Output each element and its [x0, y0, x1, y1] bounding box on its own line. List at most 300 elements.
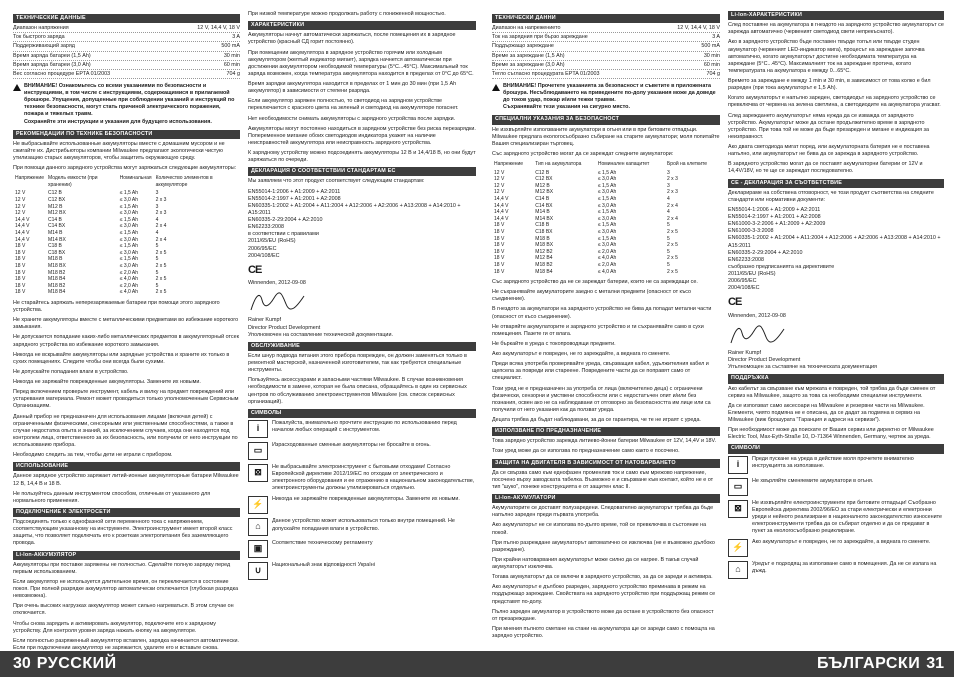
language-label-right: БЪЛГАРСКИ [816, 655, 921, 673]
table-cell: 2 x 5 [667, 255, 678, 262]
table-cell: C14 BX [535, 202, 553, 209]
table-cell: ≤ 1,5 Ah [597, 222, 617, 229]
battery-damaged-icon: ⚡ [728, 539, 748, 557]
spec-value: 704 g [226, 70, 240, 77]
bg-li-heading: Li-Ion-АКУМУЛАТОРИ [492, 494, 720, 503]
bg-spec-list [492, 25, 720, 79]
table-row [492, 229, 720, 236]
bg-symbols-list [728, 456, 944, 580]
table-cell: 2 x 3 [667, 189, 678, 196]
paragraph: Ако кабелът за свързване към мрежата е повреден, той трябва да бъде сменен от сервиз на Milwaukee, защото за това са необходими специални инструменти. [728, 385, 936, 399]
standard-line: EN61000-3-3:2008 [728, 228, 774, 235]
manual-icon: i [248, 420, 268, 438]
indoor-icon: ⌂ [248, 518, 268, 536]
table-cell: 5 [667, 248, 670, 255]
spec-row [492, 62, 720, 70]
spec-row [13, 53, 240, 61]
ru-authorized: Уполномочен на составление технической документации. [248, 331, 393, 338]
table-cell: 12 V [15, 203, 26, 210]
standard-line: EN62233:2008 [728, 256, 764, 263]
battery-icon: ▭ [728, 478, 748, 496]
ru-column-2 [248, 11, 476, 641]
table-row [492, 170, 720, 177]
table-cell: C14 B [535, 195, 550, 202]
paragraph: Если шнур подвода питания этого прибора поврежден, он должен заменяться только в ремонтной мастерской, назначенной изготовителем, так как требуются специальные инструменты. [248, 352, 467, 374]
table-header-row [13, 175, 240, 190]
table-cell: 18 V [15, 269, 26, 276]
paragraph: Аккумуляторы начнут автоматически заряжаться, после помещения их в зарядное устройство (красный СД горит постоянно). [248, 32, 456, 46]
table-cell: 18 V [15, 276, 26, 283]
table-cell: 5 [667, 261, 670, 268]
ru-use-heading: ИСПОЛЬЗОВАНИЕ [13, 462, 240, 471]
table-cell: 12 V [15, 210, 26, 217]
bg-warning-text: ВНИМАНИЕ! Прочетете указанията за безопасност и съветите в приложената брошура. Несъблюдаването на приведените по-долу указания може да доведе до токов удар, пожар и/или тежки травми. [503, 82, 716, 104]
table-cell: 3 [667, 182, 670, 189]
table-cell: 2 x 3 [155, 210, 167, 217]
table-cell: ≤ 4,0 Ah [119, 276, 139, 283]
symbol-row [248, 496, 476, 514]
spec-value: 500 mA [701, 43, 720, 50]
standard-line: 2011/65/EU (RoHS) [728, 271, 776, 277]
ru-low-temp-text: При низкой температуре можно продолжать работу с пониженной мощностью. [248, 11, 446, 17]
table-cell: C14 BX [48, 223, 66, 230]
table-cell: 4 [155, 216, 159, 223]
table-cell: 2 x 5 [667, 268, 678, 275]
standard-line: EN62233:2008 [248, 224, 284, 231]
table-cell: 5 [155, 269, 159, 276]
ru-decl-text: Мы заявляем что этот продукт соответствует следующим стандартам: [248, 178, 425, 185]
spec-row [13, 43, 240, 51]
table-cell: 3 [155, 190, 159, 197]
symbol-row [248, 562, 476, 580]
symbol-row [248, 442, 476, 460]
table-cell: M18 B [48, 256, 63, 263]
standard-line: EN60335-1:2002 + A1:2004 + A11:2004 + A12:2006 + A2:2006 + A13:2008 + A14:2010 + A15:2011 [248, 202, 461, 216]
table-cell: 5 [155, 243, 159, 250]
symbol-row [248, 464, 476, 493]
ru-role: Director Product Development [248, 324, 321, 331]
table-cell: ≤ 1,5 Ah [597, 182, 617, 189]
table-row [13, 210, 240, 217]
spec-value: 60 min [223, 61, 240, 68]
bg-warning-keep: Съхранявайте тези указания на сигурно място. [503, 104, 630, 111]
table-cell: M18 BX [48, 262, 66, 269]
paragraph: Не съхранявайте акумулаторите заедно с метални предмети (опасност от късо съединение). [492, 289, 692, 303]
spec-row [492, 43, 720, 51]
table-cell: M18 B2 [535, 261, 553, 268]
symbol-text: Никогда не заряжайте поврежденные аккумуляторы. Замените их новыми. [272, 496, 460, 503]
indoor-icon: ⌂ [728, 561, 748, 579]
table-cell: 12 V [15, 190, 26, 197]
table-cell: ≤ 4,0 Ah [119, 289, 139, 296]
bg-standards-list [728, 207, 944, 293]
table-cell: 12 V [494, 176, 505, 183]
symbol-text: Не изхвърляйте електроинструменти при битовите отпадъци! Съобразно Европейска директива 2002/96/ЕО за стари електрически и електронни уреди и нейното реализиране в националното законодателство износените електроинструменти трябва да се събират отделно и да се предават в пункт за екологосъобразно рециклиране. [752, 499, 942, 535]
bg-column-2 [728, 11, 944, 641]
paragraph: Не допускайте попадания влаги в устройство. [13, 368, 129, 375]
paragraph: Тогава акумулаторът да се включи в зарядното устройство, за да се зареди и активира. [492, 574, 713, 581]
table-cell: C18 B [48, 243, 62, 250]
table-cell: 18 V [15, 282, 26, 289]
bg-use-heading: ИЗПОЛЗВАНЕ ПО ПРЕДНАЗНАЧЕНИЕ [492, 427, 720, 436]
bin-icon: ⊠ [248, 464, 268, 482]
ru-tech-heading: ТЕХНИЧЕСКИЕ ДАННЫЕ [13, 14, 240, 23]
table-cell: 2 x 4 [155, 236, 167, 243]
standard-line: EN55014-1:2006 + A1:2009 + A2:2011 [728, 206, 821, 213]
table-cell: 18 V [494, 268, 505, 275]
signature-icon [728, 323, 944, 347]
spec-label: Тегло съгласно процедурата EPTA 01/2003 [492, 70, 600, 77]
paragraph: Не бъркайте в уреда с токопроводящи предмети. [492, 340, 616, 347]
table-cell: ≤ 3,0 Ah [597, 176, 617, 183]
table-row [492, 209, 720, 216]
paragraph: Времето за зареждане е между 1 min и 30 min, в зависимост от това колко е бил разреден (при тока акумулаторът е 1,5 Ah). [728, 78, 931, 92]
paragraph: Аккумуляторы при поставке заряжены не полностью. Сделайте полную зарядку перед первым использованием. [13, 561, 231, 575]
standard-line: 2006/95/EC [728, 278, 757, 285]
table-cell: 2 x 5 [155, 262, 167, 269]
table-cell: ≤ 1,5 Ah [119, 243, 139, 250]
table-cell: M18 B4 [48, 276, 66, 283]
paragraph: Перед включением проверьте инструмент, кабель и вилку на предмет повреждений или устаревания материала. Ремонт может проводиться только уполномоченным Сервисным Организациям. [13, 389, 239, 410]
spec-label: Ток на зарядния при бързо зареждане [492, 34, 588, 41]
spec-label: Диапазон напряжения [13, 25, 69, 32]
table-cell: ≤ 1,5 Ah [119, 190, 139, 197]
table-cell: 14,4 V [15, 236, 30, 243]
spec-row [492, 53, 720, 61]
bg-char-heading: Li-Ion-ХАРАКТЕРИСТИКИ [728, 11, 944, 20]
table-cell: 12 V [15, 197, 26, 204]
standard-line: EN60335-2-29:2004 + A2:2010 [248, 217, 323, 223]
table-cell: M14 BX [535, 215, 554, 222]
ru-column-1 [13, 11, 240, 651]
symbol-row [248, 420, 476, 438]
paragraph: Нет необходимости снимать аккумуляторы с зарядного устройства после зарядки. [248, 115, 456, 122]
symbol-text: Соответствие техническому регламенту [272, 540, 373, 547]
table-cell: 4 [155, 230, 159, 236]
paragraph: Если полностью разряженный аккумулятор вставлен, зарядка начинается автоматически. Если при подключении аккумулятор не заряжается, удалите его и вставьте снова. [13, 637, 240, 651]
table-cell: M18 B2 [48, 282, 66, 289]
standard-line: EN61000-3-2:2006 + A1:2009 + A2:2009 [728, 221, 826, 228]
bg-safety-notes [492, 279, 720, 424]
table-header-cell: Количество элементов в аккумуляторе [155, 175, 213, 188]
spec-value: 3 A [712, 34, 720, 41]
bg-connection-text: Да се свързва само към еднофазен променлив ток и само към мрежово напрежение, посочено върху заводската табелка. Възможно е и свързване към контакт, който не е от тип "шуко", понеже конструкцията е от защитен клас II. [492, 469, 714, 490]
table-row [492, 222, 720, 229]
paragraph: Децата трябва да бъдат наблюдавани, за да се гарантира, че те не играят с уреда. [492, 417, 701, 424]
symbol-row [728, 500, 944, 536]
table-row [13, 190, 240, 197]
ru-warning-keep: Сохраняйте эти инструкции и указания для будущего использования. [24, 118, 212, 125]
page-number-left: 30 [13, 655, 31, 673]
table-cell: M12 B [535, 182, 550, 189]
table-row [13, 204, 240, 211]
table-cell: C12 BX [535, 176, 553, 183]
paragraph: Този уред не е предназначен за употреба от лица (включително деца) с ограничени физически, сензорни и умствени способности или с недостатъчен опит и/или без познания, освен ако не са наблюдавани от отговорно за безопасността им лице или са получили от него указания как да ползват уреда. [492, 385, 711, 413]
symbol-row [728, 456, 944, 474]
paragraph: Если аккумулятор не используется длительное время, он переключается в состояние покоя. При полной разрядке аккумулятор автоматически отключается (глубокая разрядка невозможна). [13, 578, 239, 600]
table-row [13, 250, 240, 257]
table-cell: M14 B [48, 230, 63, 236]
spec-value: 704 g [706, 70, 720, 77]
bg-safety-text: Не изхвърляйте използваните акумулатори в огъня или в при битовите отпадъци. Milwaukee предлага екологосъобразно събиране на старите акумулатори; моля попитайте Вашия специализиран търговец. [492, 126, 720, 147]
spec-label: Време за зареждане (1,5 Ah) [492, 52, 565, 59]
table-cell: ≤ 3,0 Ah [597, 202, 617, 209]
spec-label: Время заряда батареи (3,0 Ah) [13, 61, 91, 68]
paragraph: Ако в зарядното устройство бъде поставен твърде топъл или твърде студен акумулатор (червеният LED-индикатор мига), процесът на зареждане започва автоматично, когато акумулаторът достигне необходимата температура на зареждане (5°C...45°C). Максималният ток на зареждане протича, когато температурата на акумулатора е между 0...65°C. [728, 39, 925, 74]
symbol-text: Не выбрасывайте электроинструмент с бытовыми отходами! Согласно Европейской директиве 2012/19/ЕС по отходам от электрического и электронного оборудования и ее отражению в национальном законодательстве, электроинструменты должны утилизироваться отдельно. [272, 463, 475, 492]
table-cell: 14,4 V [15, 230, 30, 236]
paragraph: Не храните аккумуляторы вместе с металлическими предметами во избежание короткого замыкания. [13, 317, 239, 331]
table-cell: 5 [155, 282, 159, 289]
table-cell: 14,4 V [15, 223, 30, 230]
table-cell: ≤ 3,0 Ah [119, 236, 139, 243]
table-cell: C12 B [48, 190, 62, 197]
table-row [13, 243, 240, 250]
table-cell: 14,4 V [494, 195, 509, 202]
bg-char-text [728, 22, 944, 175]
symbol-row [248, 540, 476, 558]
table-cell: 18 V [15, 249, 26, 256]
paragraph: Пълно зареден акумулатор в устройството може да остане в устройството без опасност от презареждане. [492, 608, 714, 622]
ru-spec-list [13, 25, 240, 79]
paragraph: В гнездото за акумулатори на зарядното устройство не бива да попадат метални части (опасност от късо съединение). [492, 306, 712, 320]
table-cell: 14,4 V [494, 202, 509, 209]
table-row [492, 183, 720, 190]
table-cell: M12 BX [48, 210, 66, 217]
spec-row [13, 62, 240, 70]
footer-left [0, 651, 477, 677]
bg-safety-heading: СПЕЦИАЛНИ УКАЗАНИЯ ЗА БЕЗОПАСНОСТ [492, 115, 720, 124]
table-cell: ≤ 2,0 Ah [597, 248, 617, 255]
table-row [492, 262, 720, 269]
paragraph: Преди всяка употреба проверявайте уреда, свързващия кабел, удължителния кабел и щепсела за повреди или стареене. Повредените части да се поправят само от специалист. [492, 361, 709, 382]
table-row [13, 270, 240, 277]
table-cell: ≤ 1,5 Ah [119, 230, 139, 236]
ru-safety-text-2: При помощи данного зарядного устройства могут заряжаться следующие аккумуляторы: [13, 165, 237, 172]
standard-line: 2004/108/EC [248, 252, 280, 259]
double-insulation-icon: ▣ [248, 540, 268, 558]
bg-authorized: Упълномощен за съставяне на техническата документация [728, 364, 877, 371]
language-label-left: РУССКИЙ [36, 655, 117, 673]
table-cell: 12 V [494, 189, 505, 196]
table-cell: M12 B4 [535, 255, 553, 262]
ru-char-text [248, 32, 476, 164]
bg-connection-heading: ЗАЩИТА НА ДВИГАТЕЛЯ В ЗАВИСИМОСТ ОТ НАТОВАРВАНЕТО [492, 459, 720, 468]
table-row [13, 289, 240, 296]
table-cell: 18 V [494, 228, 505, 235]
spec-label: Время заряда батареи (1,5 Ah) [13, 52, 91, 59]
table-cell: M18 B [535, 235, 550, 242]
table-row [13, 276, 240, 283]
standard-line: EN55014-2:1997 + A1:2001 + A2:2008 [728, 214, 821, 220]
standard-line: EN55014-2:1997 + A1:2001 + A2:2008 [248, 195, 341, 202]
bg-service-text [728, 386, 944, 442]
table-cell: 18 V [494, 235, 505, 242]
spec-row [13, 25, 240, 33]
table-header-cell: Напрежение [494, 161, 524, 167]
table-cell: 5 [155, 256, 159, 263]
table-cell: ≤ 1,5 Ah [119, 256, 139, 263]
bg-role: Director Product Development [728, 357, 801, 364]
table-row [492, 249, 720, 256]
ru-service-text [248, 353, 476, 406]
standard-line: съобразно предписанията на директивите [728, 263, 835, 270]
table-cell: C18 BX [48, 249, 66, 256]
ru-li-heading: Li-Ion-АККУМУЛЯТОР [13, 551, 240, 560]
warning-icon [13, 84, 21, 91]
bg-safety-text-2: Със зарядното устройство могат да се зареждат следните акумулатори: [492, 150, 674, 157]
table-cell: 2 x 5 [667, 228, 678, 235]
table-cell: ≤ 3,0 Ah [597, 242, 617, 249]
table-cell: 2 x 5 [155, 249, 167, 256]
table-cell: 5 [667, 222, 670, 229]
table-cell: 18 V [494, 261, 505, 268]
ce-mark-icon: CE [728, 296, 742, 309]
table-cell: M12 BX [535, 189, 554, 196]
spec-value: 500 mA [221, 43, 240, 50]
symbol-row [248, 518, 476, 536]
table-cell: ≤ 1,5 Ah [597, 235, 617, 242]
symbol-text: Национальный знак відповідності Україні [272, 562, 375, 569]
spec-value: 12 V, 14,4 V, 18 V [677, 25, 720, 32]
symbol-text: Пожалуйста, внимательно прочтите инструкцию по использованию перед началом любых операций с инструментом. [272, 419, 457, 434]
table-cell: ≤ 1,5 Ah [597, 195, 617, 202]
paragraph: В зарядното устройство могат да се поставят акумулаторни батерии от 12V и 14,4V/18V, но те ще се зареждат последователно. [728, 161, 923, 175]
table-cell: 5 [667, 235, 670, 242]
table-cell: 14,4 V [15, 216, 30, 223]
table-cell: M18 B4 [48, 289, 66, 296]
ru-connection-text: Подсоединять только к однофазной сети переменного тока с напряжением, соответствующим указанному на инструменте. Электроинструмент имеет второй класс защиты, что позволяет подключать его к розеткам электропитания без заземляющего провода. [13, 519, 233, 547]
symbol-text: Уредът е подходящ за използване само в помещения. Да не се излага на дъжд. [752, 561, 937, 575]
paragraph: При необходимост може да поискате от Вашия сервиз или директно от Milwaukee Electric Tool, Max-Eyth-Straße 10, D-71364 Winnenden, Germany, чертеж за уреда. [728, 427, 934, 441]
table-row [492, 189, 720, 196]
table-cell: ≤ 3,0 Ah [597, 215, 617, 222]
paragraph: К зарядному устройству можно подсоединять аккумуляторы 12 В и 14,4/18 В, но они будут заряжаться по очереди. [248, 150, 476, 164]
table-row [492, 242, 720, 249]
symbol-text: Израсходованные сменные аккумуляторы не бросайте в огонь. [272, 441, 431, 448]
paragraph: Данный прибор не предназначен для использования лицами (включая детей) с ограниченными физическими, сенсорными или умственными способностями, а также в случае недостатка опыта и знаний, за исключением случаев, когда они находятся под контролем лица, ответственного за их безопасность, или получили от него инструкции по использованию прибора. [13, 413, 238, 449]
table-cell: M18 BX [535, 242, 554, 249]
table-row [13, 217, 240, 224]
paragraph: При пълно разреждане акумулаторът автоматично се изключва (не е възможно дълбоко разреждане). [492, 539, 715, 553]
table-cell: ≤ 1,5 Ah [597, 169, 617, 176]
paragraph: Ако акумулаторът е дълбоко разреден, зарядното устройство преминава в режим на поддържащо зареждане. Свойствата на зарядното устройство при поддържащ режим се представят по-долу. [492, 584, 716, 605]
spec-label: Време за зареждане (3,0 Ah) [492, 61, 565, 68]
spec-label: Поддържащо зареждане [492, 43, 554, 50]
paragraph: Ако акумулаторът не се използва по-дълго време, той се превключва в състояние на покой. [492, 522, 707, 536]
ru-li-text [13, 562, 240, 652]
symbol-text: Ако акумулаторът е повреден, не го зареждайте, а веднага го сменете. [752, 539, 931, 546]
manual-icon: i [728, 456, 748, 474]
ru-use-text-2: Не пользуйтесь данным инструментом способом, отличным от указанного для нормального применения. [13, 490, 211, 504]
table-cell: C18 BX [535, 228, 553, 235]
table-cell: ≤ 1,5 Ah [119, 203, 139, 210]
table-cell: 18 V [494, 255, 505, 262]
page-number-right: 31 [926, 655, 944, 673]
table-cell: C12 B [535, 169, 550, 176]
table-cell: 2 x 3 [667, 176, 678, 183]
bin-icon: ⊠ [728, 500, 748, 518]
signature-icon [248, 290, 476, 314]
table-header-cell: Напряжение [15, 175, 44, 182]
standard-line: EN60335-1:2002 + A1:2004 + A11:2004 + A12:2006 + A2:2006 + A13:2008 + A14:2010 + A15:2011 [728, 235, 941, 249]
table-header-cell: Номинальная [119, 175, 152, 182]
table-row [13, 263, 240, 270]
ru-place-date: Winnenden, 2012-09-08 [248, 280, 306, 287]
ua-mark-icon: ∪ [248, 562, 268, 580]
table-header-cell: Брой на клетките [667, 161, 708, 167]
ru-safety-heading: РЕКОМЕНДАЦИИ ПО ТЕХНИКЕ БЕЗОПАСНОСТИ [13, 130, 240, 139]
table-cell: 4 [667, 209, 670, 216]
table-cell: 18 V [15, 262, 26, 269]
warning-icon [492, 84, 500, 91]
table-cell: 12 V [494, 169, 505, 176]
bg-li-text [492, 505, 720, 640]
table-cell: M18 B4 [535, 268, 553, 275]
table-row [492, 176, 720, 183]
ru-safety-text: Не выбрасывайте использованные аккумуляторы вместе с домашним мусором и не сжигайте их. Дистрибьюторы компании Milwaukee предлагают экологически чистую утилизацию старых аккумуляторов, чтобы защитить окружающую среду. [13, 140, 225, 161]
spec-value: 30 min [703, 52, 720, 59]
table-cell: ≤ 2,0 Ah [119, 282, 139, 289]
bg-use-text-2: Този уред може да се използва по предназначение само както е посочено. [492, 448, 680, 455]
paragraph: Необходимо следить за тем, чтобы дети не играли с прибором. [13, 452, 173, 459]
bg-decl-heading: СЕ - ДЕКЛАРАЦИЯ ЗА СЪОТВЕТСТВИЕ [728, 179, 944, 188]
symbol-text: Преди пускане на уреда в действие моля прочетете внимателно инструкцията за използване. [752, 455, 914, 469]
paragraph: Чтобы снова зарядить и активировать аккумулятор, подключите его к зарядному устройству. Для контроля уровня заряда нажать кнопку на аккумуляторе. [13, 620, 216, 634]
standard-line: в соответствии с правилами [248, 231, 319, 238]
table-cell: 3 [155, 203, 159, 210]
table-cell: ≤ 3,0 Ah [119, 223, 139, 230]
symbol-text: Не хвърляйте сменяемите акумулатори в огъня. [752, 477, 874, 484]
table-cell: C14 B [48, 216, 62, 223]
table-row [492, 216, 720, 223]
table-cell: 2 x 5 [155, 289, 167, 296]
table-cell: C18 B [535, 222, 550, 229]
standard-line: 2011/65/EU (RoHS) [248, 238, 296, 245]
paragraph: Не отваряйте акумулаторите и зарядното устройство и ги съхранявайте само в сухи помещения. Пазете ги от влага. [492, 323, 704, 337]
ru-warning [13, 83, 240, 126]
spec-label: Вес согласно процедуре EPTA 01/2003 [13, 70, 111, 77]
table-row [13, 237, 240, 244]
paragraph: Ако акумулаторът е повреден, не го зареждайте, а веднага го сменете. [492, 351, 671, 358]
table-cell: M14 B [535, 209, 550, 216]
bg-column-1 [492, 11, 720, 641]
paragraph: Время зарядки аккумулятора находится в пределах от 1 мин до 30 мин (при 1,5 Ah аккумулятор) в зависимости от степени разряда. [248, 81, 457, 95]
ru-char-heading: ХАРАКТЕРИСТИКИ [248, 21, 476, 30]
symbol-row [728, 539, 944, 557]
table-cell: 14,4 V [494, 215, 509, 222]
bg-service-heading: ПОДДРЪЖКА [728, 374, 944, 383]
spec-value: 12 V, 14,4 V, 18 V [197, 25, 240, 32]
table-cell: 18 V [15, 256, 26, 263]
table-cell: ≤ 3,0 Ah [597, 189, 617, 196]
table-cell: ≤ 2,0 Ah [597, 261, 617, 268]
symbol-text: Данное устройство может использоваться только внутри помещений. Не допускайте попадания влаги в устройство. [272, 518, 455, 532]
spec-value: 3 A [232, 34, 240, 41]
table-cell: 2 x 3 [155, 197, 167, 204]
paragraph: Аккумуляторы могут постоянно находиться в зарядном устройстве без риска перезарядки. Попеременное мигание обоих светодиодов индикатора укажет на наличие неисправностей аккумулятора или неисправность зарядного устройства. [248, 125, 476, 146]
table-row [13, 223, 240, 230]
table-row [13, 197, 240, 204]
paragraph: Не старайтесь заряжать неперезаряжаемые батареи при помощи этого зарядного устройства. [13, 299, 220, 314]
table-cell: 2 x 5 [155, 276, 167, 283]
ru-person: Rainer Kumpf [248, 317, 281, 324]
table-cell: 2 x 4 [155, 223, 167, 230]
symbol-row [728, 561, 944, 579]
bg-use-text: Това зарядно устройство зарежда литиево-йонни батерии Milwaukee от 12V, 14,4V и 18V. [492, 438, 717, 445]
table-row [492, 255, 720, 262]
table-header-row [492, 161, 720, 170]
